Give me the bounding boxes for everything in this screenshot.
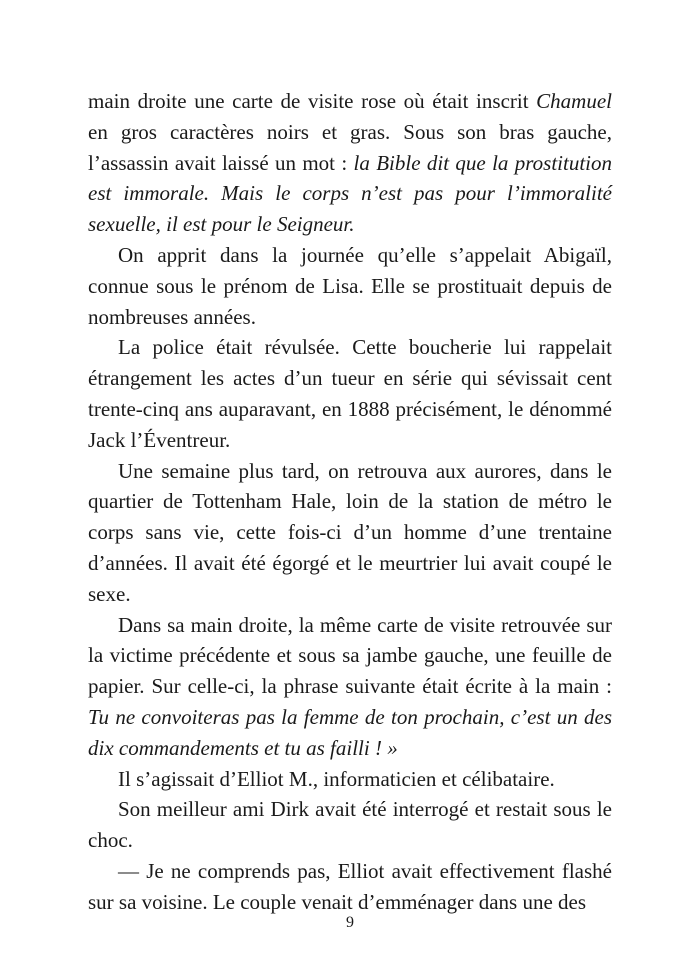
paragraph-1-span-1: main droite une carte de visite rose où était inscrit — [88, 89, 537, 113]
paragraph-2-text: On apprit dans la journée qu’elle s’appelait Abigaïl, connue sous le prénom de Lisa. Elle se prostituait depuis de nombreuses années. — [88, 242, 612, 329]
killer-note-quote: la Bible dit que la prostitution est immorale. Mais le corps n’est pas pour l’immoralité sexuelle, il est pour le Seigneur. — [88, 150, 612, 237]
business-card-name: Chamuel — [536, 89, 612, 113]
paragraph-3 — [88, 332, 612, 455]
paragraph-4 — [88, 456, 612, 610]
paragraph-6 — [88, 764, 612, 795]
paragraph-5-span-1: Dans sa main droite, la même carte de visite retrouvée sur la victime précédente et sous sa jambe gauche, une feuille de papier. Sur celle-ci, la phrase suivante était écrite à la main : — [88, 612, 612, 699]
paragraph-8 — [88, 856, 612, 918]
page-body — [88, 86, 612, 918]
paragraph-7-text: Son meilleur ami Dirk avait été interrogé et restait sous le choc. — [88, 797, 612, 853]
commandment-quote: Tu ne convoiteras pas la femme de ton prochain, c’est un des dix commandements et tu as failli ! » — [88, 704, 612, 760]
page-number: 9 — [346, 914, 354, 931]
paragraph-3-text: La police était révulsée. Cette boucherie lui rappelait étrangement les actes d’un tueur en série qui sévissait cent trente-cinq ans auparavant, en 1888 précisément, le dénommé Jack l’Éventreur. — [88, 335, 612, 452]
paragraph-5 — [88, 610, 612, 764]
paragraph-1 — [88, 86, 612, 240]
paragraph-1-span-3: en gros caractères noirs et gras. Sous son bras gauche, l’assassin avait laissé un mot : — [88, 119, 612, 175]
paragraph-4-text: Une semaine plus tard, on retrouva aux aurores, dans le quartier de Tottenham Hale, loin de la station de métro le corps sans vie, cette fois-ci d’un homme d’une trentaine d’années. Il avait été égorgé et le meurtrier lui avait coupé le sexe. — [88, 458, 612, 606]
paragraph-2 — [88, 240, 612, 332]
paragraph-8-text: — Je ne comprends pas, Elliot avait effectivement flashé sur sa voisine. Le couple venait d’emménager dans une des — [88, 858, 612, 914]
paragraph-6-text: Il s’agissait d’Elliot M., informaticien et célibataire. — [118, 766, 555, 791]
paragraph-7 — [88, 794, 612, 856]
